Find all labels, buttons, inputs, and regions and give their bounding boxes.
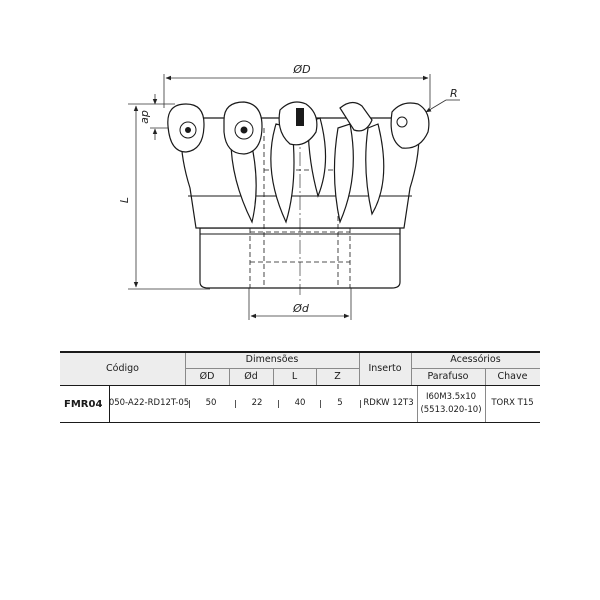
header-acessorios: Acessórios — [450, 354, 501, 366]
dim-R-label: R — [450, 87, 458, 100]
header-divider — [229, 369, 230, 385]
header-parafuso: Parafuso — [427, 370, 469, 382]
table-header — [60, 351, 540, 386]
header-divider — [316, 369, 317, 385]
header-col-L: L — [291, 370, 298, 382]
dim-d-label: Ød — [293, 302, 309, 315]
header-codigo: Código — [106, 362, 139, 374]
header-divider — [185, 353, 186, 385]
header-divider — [485, 369, 486, 385]
row-chave: TORX T15 — [491, 398, 534, 409]
row-inserto: RDKW 12T3 — [363, 398, 414, 409]
header-col-Z: Z — [334, 370, 341, 382]
row-Z: 5 — [337, 398, 343, 409]
header-divider — [411, 368, 540, 369]
header-inserto: Inserto — [368, 362, 402, 374]
cutter-body — [168, 102, 429, 295]
header-dimensoes: Dimensões — [245, 354, 299, 366]
row-parafuso-line2: (5513.020-10) — [420, 405, 482, 415]
dimension-D — [164, 63, 430, 108]
dimension-R — [426, 87, 460, 112]
dim-ap-label: ap — [138, 110, 151, 124]
header-divider — [273, 369, 274, 385]
table-row — [60, 386, 540, 423]
row-parafuso — [417, 386, 485, 422]
spec-table — [60, 351, 540, 423]
header-divider — [359, 353, 360, 385]
row-L: 40 — [294, 398, 306, 409]
row-parafuso-line1: I60M3.5x10 — [425, 391, 477, 402]
row-D: 50 — [205, 398, 217, 409]
header-divider — [185, 368, 359, 369]
dim-L-label: L — [118, 196, 131, 204]
header-chave: Chave — [497, 370, 528, 382]
row-family: FMR04 — [64, 398, 103, 410]
header-col-d: Ød — [244, 370, 258, 382]
row-codigo: 050-A22-RD12T-05 — [108, 398, 190, 409]
dim-D-label: ØD — [293, 63, 311, 76]
header-divider — [411, 353, 412, 385]
row-d: 22 — [251, 398, 263, 409]
header-col-D: ØD — [199, 370, 215, 382]
